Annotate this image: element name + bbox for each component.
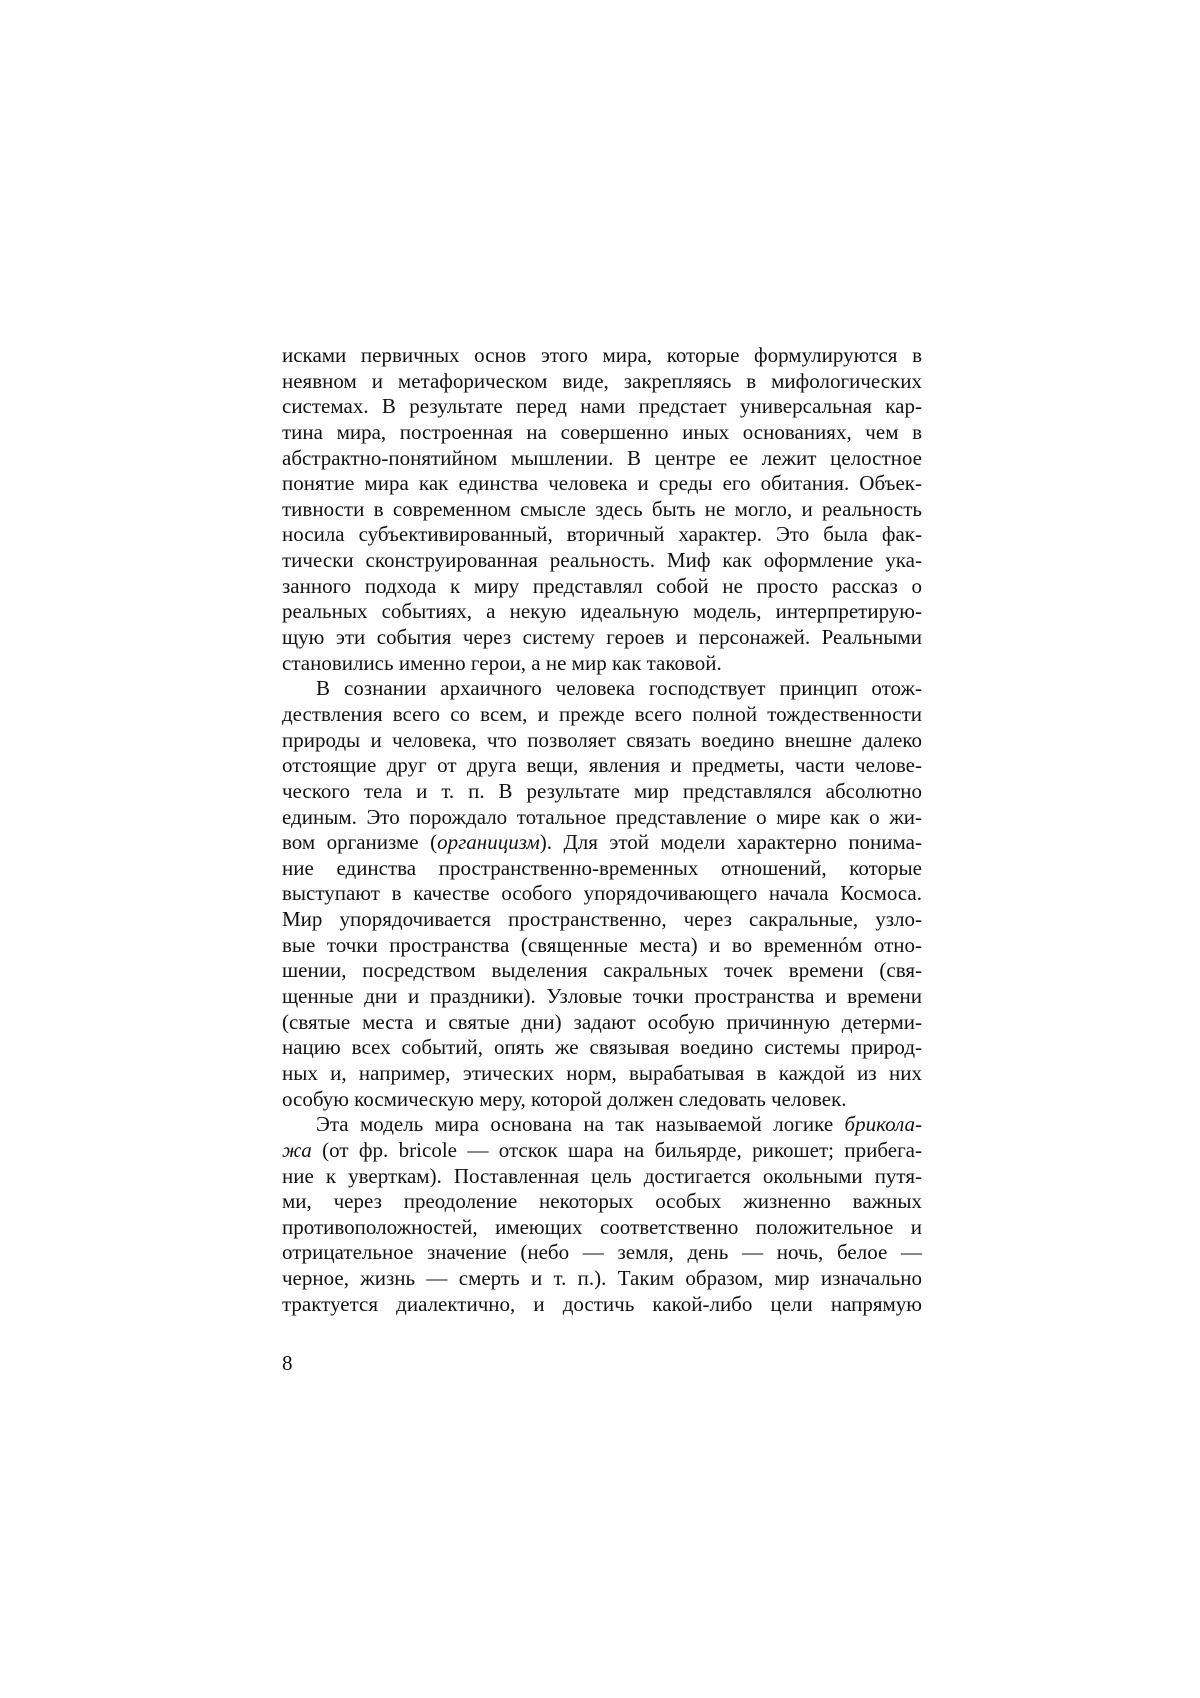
text-segment: ). Для этой модели характерно понима-	[539, 830, 922, 855]
italic-term: жа	[282, 1137, 312, 1162]
text-line: носила субъективированный, вторичный характер. Это была фак-	[282, 522, 922, 547]
text-line: дествления всего со всем, и прежде всего полной тождественности	[282, 701, 922, 726]
text-line: щую эти события через систему героев и персонажей. Реальными	[282, 625, 922, 650]
text-line: черное, жизнь — смерть и т. п.). Таким образом, мир изначально	[282, 1266, 922, 1291]
text-line: ми, через преодоление некоторых особых жизненно важных	[282, 1189, 922, 1214]
text-line: тивности в современном смысле здесь быть не могло, и реальность	[282, 496, 922, 521]
body-text	[282, 343, 922, 1317]
text-line: особую космическую меру, которой должен следовать человек.	[282, 1086, 847, 1111]
text-line: системах. В результате перед нами предстает универсальная кар-	[282, 394, 922, 419]
page-number: 8	[282, 1351, 293, 1375]
text-line: неявном и метафорическом виде, закрепляясь в мифологических	[282, 368, 922, 393]
text-line: противоположностей, имеющих соответственно положительное и	[282, 1214, 922, 1239]
italic-term: брикола-	[844, 1112, 922, 1137]
text-line: занного подхода к миру представлял собой не просто рассказ о	[282, 573, 922, 598]
text-line: абстрактно-понятийном мышлении. В центре ее лежит целостное	[282, 445, 922, 470]
text-segment: вом организме (	[282, 830, 438, 855]
text-line: выступают в качестве особого упорядочивающего начала Космоса.	[282, 881, 922, 906]
text-line: В сознании архаичного человека господствует принцип отож-	[316, 676, 922, 701]
text-line: реальных событиях, а некую идеальную модель, интерпретирую-	[282, 599, 922, 624]
text-line: исками первичных основ этого мира, которые формулируются в	[282, 343, 922, 367]
text-line: ние единства пространственно-временных отношений, которые	[282, 855, 922, 880]
text-line	[282, 1138, 922, 1164]
text-line: (святые места и святые дни) задают особую причинную детерми-	[282, 1009, 922, 1034]
text-line	[282, 830, 922, 856]
italic-term: органицизм	[437, 830, 540, 855]
text-line: вые точки пространства (священные места) и во временнóм отно-	[282, 932, 922, 957]
text-line: отстоящие друг от друга вещи, явления и предметы, части челове-	[282, 753, 922, 778]
text-line: шении, посредством выделения сакральных точек времени (свя-	[282, 958, 922, 983]
text-line: понятие мира как единства человека и среды его обитания. Объек-	[282, 471, 922, 496]
text-line: отрицательное значение (небо — земля, день — ночь, белое —	[282, 1240, 922, 1265]
text-line: нацию всех событий, опять же связывая воедино системы природ-	[282, 1035, 922, 1060]
text-line: тина мира, построенная на совершенно иных основаниях, чем в	[282, 419, 922, 444]
text-line: ных и, например, этических норм, вырабатывая в каждой из них	[282, 1060, 922, 1085]
text-line: ческого тела и т. п. В результате мир представлялся абсолютно	[282, 778, 922, 803]
text-line: трактуется диалектично, и достичь какой-либо цели напрямую	[282, 1291, 922, 1316]
text-segment: Эта модель мира основана на так называемой логике	[316, 1112, 845, 1137]
text-line: становились именно герои, а не мир как таковой.	[282, 650, 722, 675]
text-line: ние к уверткам). Поставленная цель достигается окольными путя-	[282, 1163, 922, 1188]
text-line: тически сконструированная реальность. Миф как оформление ука-	[282, 548, 922, 573]
text-line: щенные дни и праздники). Узловые точки пространства и времени	[282, 984, 922, 1009]
text-line: единым. Это порождало тотальное представление о мире как о жи-	[282, 804, 922, 829]
text-segment: (от фр. bricole — отскок шара на бильярде, рикошет; прибега-	[311, 1137, 922, 1162]
text-line	[282, 1112, 922, 1138]
text-line: природы и человека, что позволяет связать воедино внешне далеко	[282, 727, 922, 752]
text-line: Мир упорядочивается пространственно, через сакральные, узло-	[282, 907, 922, 932]
